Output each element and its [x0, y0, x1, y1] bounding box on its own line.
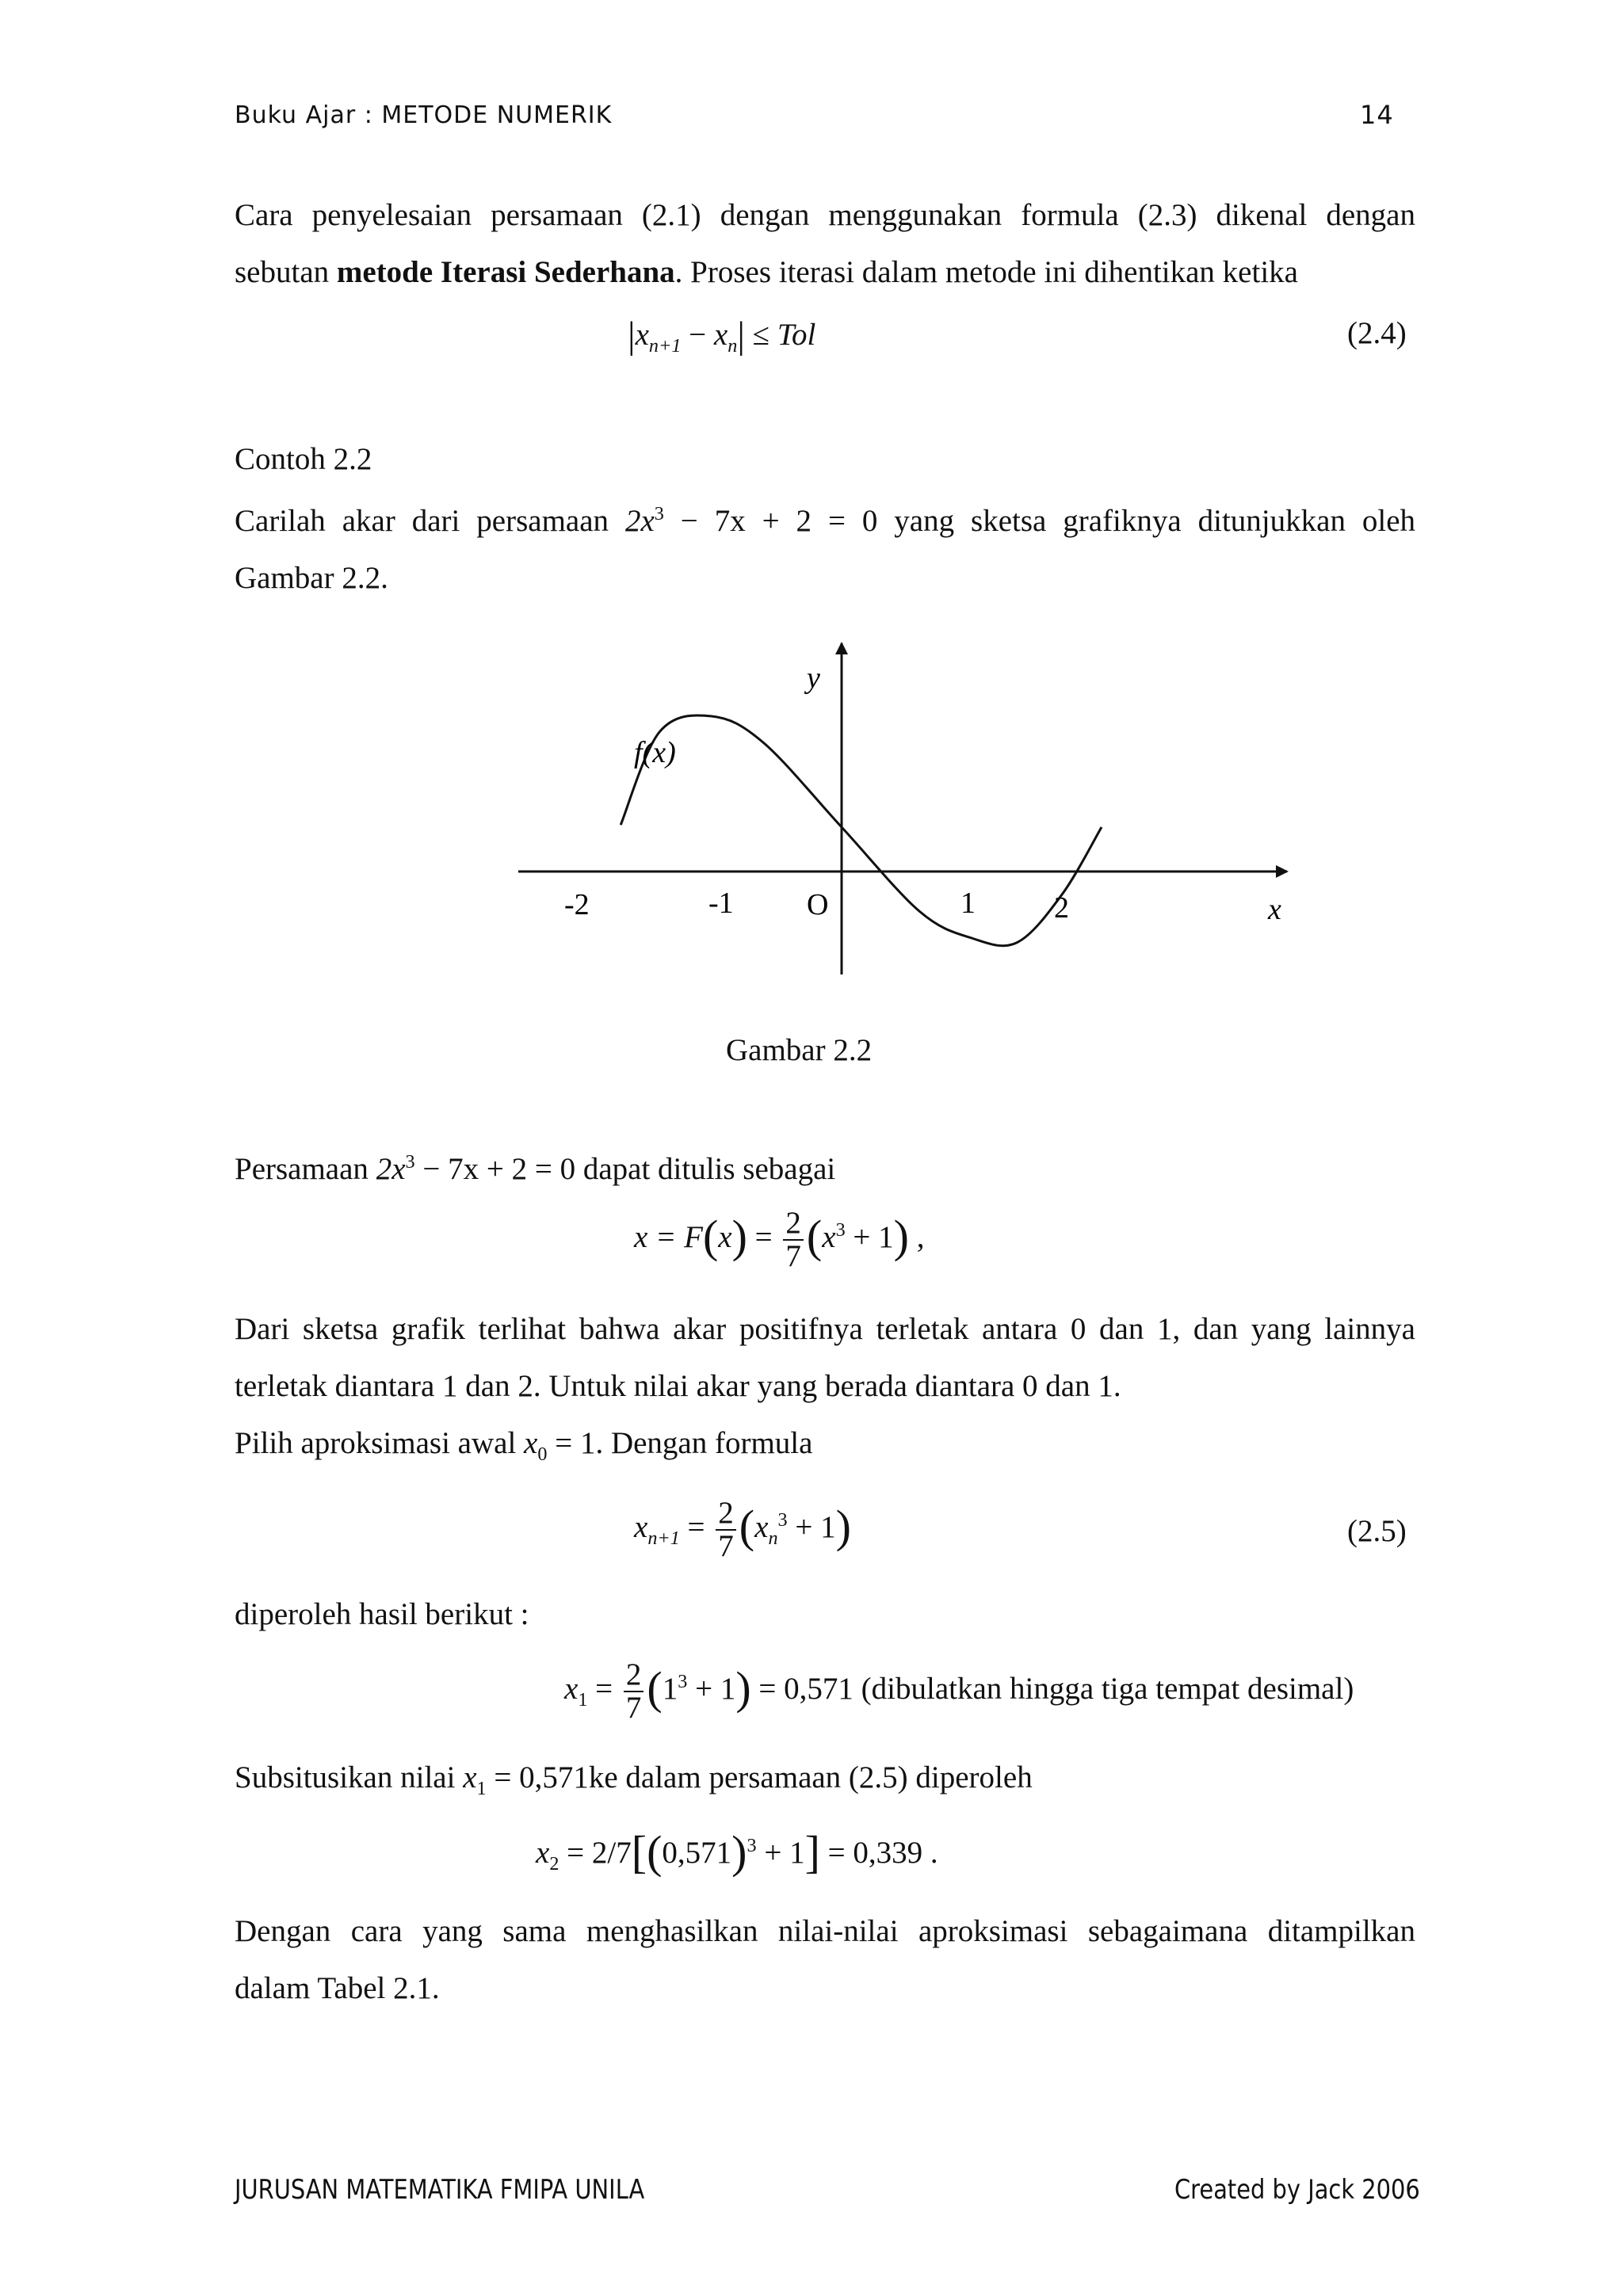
paragraph-line: Subsitusikan nilai $x_1 = 0,571ke$ dalam persamaan (2.5) diperoleh	[235, 1760, 1033, 1799]
running-header-title: Buku Ajar : METODE NUMERIK	[235, 101, 613, 129]
origin-label: O	[807, 888, 829, 921]
function-graph	[475, 626, 1316, 990]
y-axis-label: y	[807, 662, 820, 695]
example-title: Contoh 2.2	[235, 442, 372, 476]
paragraph-line: Dari sketsa grafik terlihat bahwa akar positifnya terletak antara 0 dan 1, dan yang lainnya	[235, 1312, 1415, 1346]
paragraph-line: Gambar 2.2.	[235, 561, 388, 595]
footer-institution: JURUSAN MATEMATIKA FMIPA UNILA	[235, 2174, 645, 2206]
paragraph-line: Dengan cara yang sama menghasilkan nilai-nilai aproksimasi sebagaimana ditampilkan	[235, 1914, 1415, 1948]
figure-caption: Gambar 2.2	[726, 1033, 873, 1067]
equation-2-4: $|x_{n+1} - x_n|$ ≤ Tol	[628, 315, 816, 357]
tick-label: -2	[564, 888, 590, 921]
bold-term: metode Iterasi Sederhana	[336, 255, 675, 289]
paragraph-line: terletak diantara 1 dan 2. Untuk nilai akar yang berada diantara 0 dan 1.	[235, 1369, 1121, 1403]
equation-x1: $x_1$ = $\frac{2}{7}$ $(1^3 + 1) = 0,571$ (dibulatkan hingga tiga tempat desimal)	[564, 1657, 1354, 1725]
paragraph-line: Cara penyelesaian persamaan (2.1) dengan menggunakan formula (2.3) dikenal dengan	[235, 198, 1415, 232]
tick-label: -1	[708, 887, 734, 920]
paragraph-line: Persamaan $2x^3 - 7x + 2 = 0$ dapat ditulis sebagai	[235, 1151, 836, 1186]
footer-credit: Created by Jack 2006	[1174, 2174, 1420, 2206]
curve-label: f(x)	[634, 736, 676, 769]
equation-2-5: $x_{n+1}$ = $\frac{2}{7}$ $(x_n^3 + 1)$	[634, 1496, 851, 1563]
fraction: $\frac{2}{7}$	[624, 1659, 644, 1724]
tick-label: 2	[1054, 891, 1069, 925]
equation-number: (2.5)	[1347, 1514, 1407, 1548]
equation-number: (2.4)	[1347, 316, 1407, 350]
equation-x2: $x_2 = 2/7[(0,571)^3 + 1] = 0,339$ .	[536, 1826, 938, 1878]
curve-line	[621, 715, 1102, 946]
paragraph-line: sebutan metode Iterasi Sederhana. Proses iterasi dalam metode ini dihentikan ketika	[235, 255, 1298, 289]
paragraph-line: dalam Tabel 2.1.	[235, 1971, 440, 2005]
paragraph-line: Pilih aproksimasi awal $x_0 = 1$. Dengan formula	[235, 1426, 813, 1465]
paragraph-line: diperoleh hasil berikut :	[235, 1597, 529, 1631]
fraction: $\frac{2}{7}$	[783, 1207, 804, 1272]
x-axis-label: x	[1268, 893, 1281, 926]
fraction: $\frac{2}{7}$	[716, 1497, 736, 1562]
equation-fixed-point: x = F(x) = $\frac{2}{7}$ $(x^3 + 1)$ ,	[634, 1206, 925, 1273]
tick-label: 1	[960, 887, 976, 920]
page-number: 14	[1360, 100, 1394, 130]
paragraph-line: Carilah akar dari persamaan $2x^3 - 7x + 2 = 0$ yang sketsa grafiknya ditunjukkan oleh	[235, 503, 1416, 538]
